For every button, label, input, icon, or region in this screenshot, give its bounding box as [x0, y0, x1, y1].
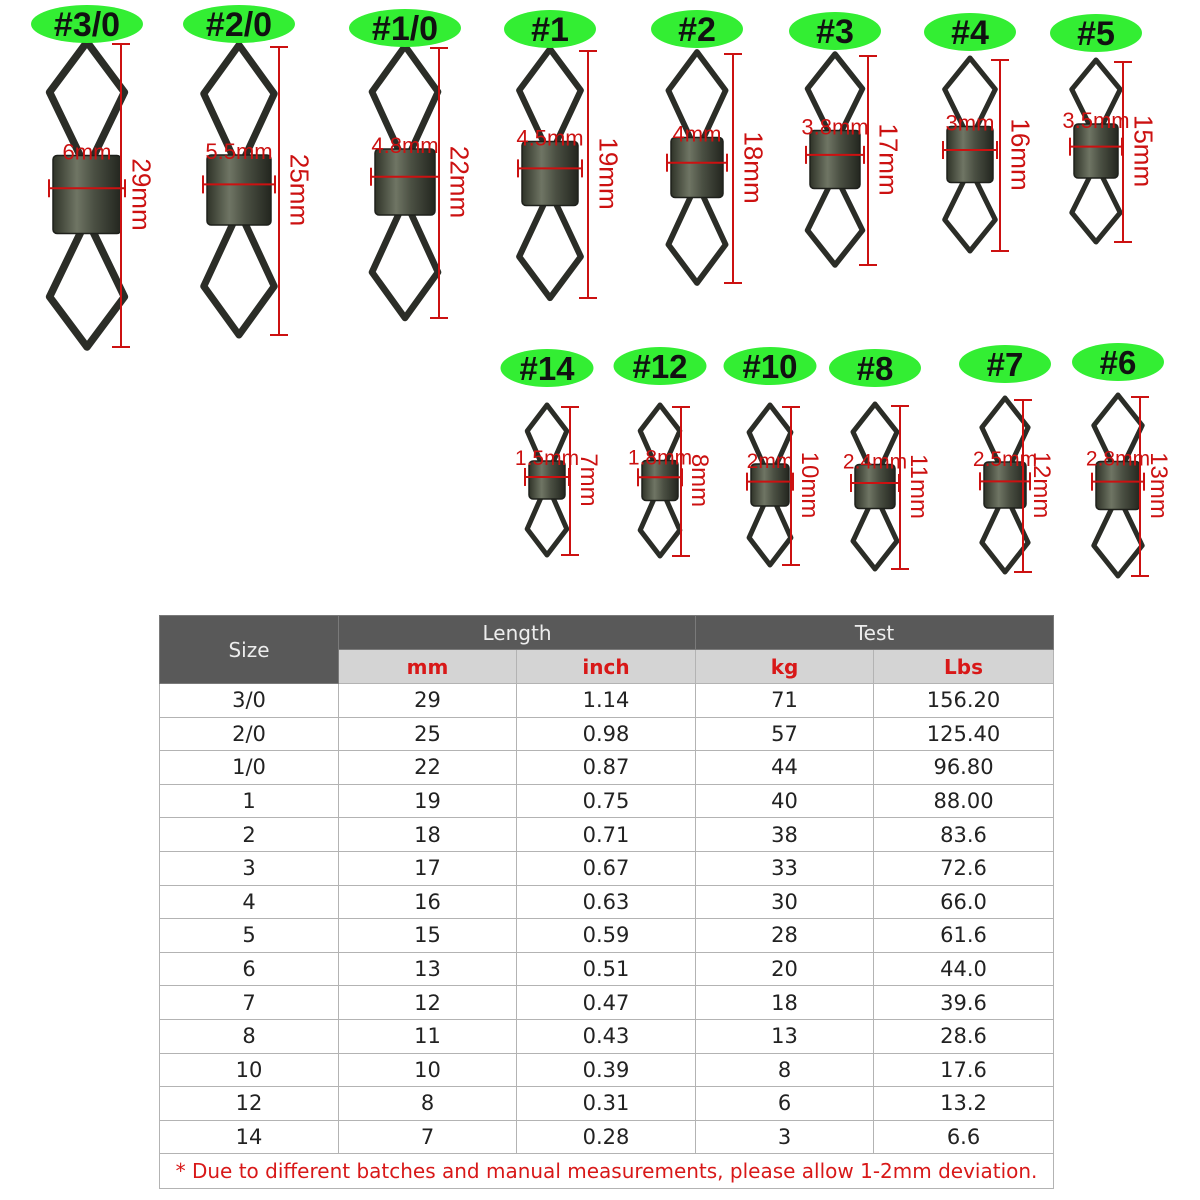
size-label: #2: [678, 11, 716, 50]
table-row: [160, 885, 1054, 919]
swivel-item: [829, 349, 932, 569]
size-label: #7: [986, 345, 1024, 383]
cell-kg: 57: [696, 717, 874, 751]
cell-kg: 40: [696, 784, 874, 818]
swivel-item: [651, 10, 769, 283]
cell-mm: 16: [339, 885, 517, 919]
swivel-bottom-eye: [519, 200, 581, 299]
diameter-label: 4.5mm: [516, 125, 584, 151]
cell-size: 5: [160, 919, 339, 953]
length-label: 18mm: [738, 131, 769, 204]
swivel-bottom-eye: [982, 502, 1028, 572]
cell-lbs: 66.0: [874, 885, 1054, 919]
diameter-label: 3.8mm: [801, 114, 869, 140]
swivel-item: [1050, 14, 1159, 242]
cell-lbs: 72.6: [874, 851, 1054, 885]
swivel-bottom-eye: [640, 495, 680, 557]
swivel-barrel: [671, 138, 723, 198]
cell-inch: 0.59: [517, 919, 696, 953]
cell-mm: 25: [339, 717, 517, 751]
table-row: [160, 1087, 1054, 1121]
cell-mm: 17: [339, 851, 517, 885]
cell-mm: 12: [339, 986, 517, 1020]
diameter-label: 1.5mm: [514, 447, 580, 470]
table-row: [160, 1053, 1054, 1087]
diameter-label: 2.4mm: [842, 450, 908, 474]
swivel-barrel: [53, 156, 121, 234]
cell-kg: 33: [696, 851, 874, 885]
swivel-barrel: [207, 155, 271, 225]
header-lbs: Lbs: [874, 650, 1054, 684]
diameter-label: 5.5mm: [205, 139, 273, 164]
size-label: #1: [531, 11, 569, 50]
swivel-bottom-eye: [527, 493, 567, 555]
cell-lbs: 88.00: [874, 784, 1054, 818]
swivel-bottom-eye: [945, 177, 996, 252]
cell-size: 1/0: [160, 751, 339, 785]
table-row: [160, 986, 1054, 1020]
header-mm: mm: [339, 650, 517, 684]
cell-size: 6: [160, 952, 339, 986]
swivel-item: [349, 9, 475, 318]
length-label: 22mm: [444, 145, 475, 219]
diameter-label: 3mm: [945, 110, 995, 136]
cell-mm: 8: [339, 1087, 517, 1121]
swivel-item: [924, 13, 1036, 251]
length-label: 29mm: [126, 158, 157, 231]
table-row: [160, 1019, 1054, 1053]
cell-lbs: 125.40: [874, 717, 1054, 751]
cell-size: 12: [160, 1087, 339, 1121]
swivel-item: [789, 12, 904, 265]
cell-kg: 71: [696, 684, 874, 718]
swivel-bottom-eye: [1094, 504, 1142, 577]
cell-mm: 29: [339, 684, 517, 718]
table-row: [160, 717, 1054, 751]
cell-mm: 15: [339, 919, 517, 953]
cell-lbs: 83.6: [874, 818, 1054, 852]
cell-mm: 7: [339, 1120, 517, 1154]
cell-inch: 0.39: [517, 1053, 696, 1087]
length-label: 8mm: [685, 453, 713, 508]
cell-kg: 28: [696, 919, 874, 953]
diameter-label: 2.8mm: [1085, 447, 1151, 471]
deviation-note: * Due to different batches and manual measurements, please allow 1-2mm deviation.: [160, 1154, 1054, 1189]
table-row: [160, 818, 1054, 852]
length-label: 10mm: [795, 451, 823, 519]
length-label: 13mm: [1144, 452, 1172, 519]
size-label: #4: [951, 14, 989, 53]
cell-lbs: 44.0: [874, 952, 1054, 986]
header-inch: inch: [517, 650, 696, 684]
table-row: [160, 1120, 1054, 1154]
swivel-bottom-eye: [668, 192, 725, 284]
cell-size: 14: [160, 1120, 339, 1154]
table-row: [160, 784, 1054, 818]
size-label: #12: [632, 347, 688, 385]
cell-size: 3/0: [160, 684, 339, 718]
size-spec-table: [159, 615, 1054, 1189]
cell-mm: 18: [339, 818, 517, 852]
cell-lbs: 156.20: [874, 684, 1054, 718]
swivel-bottom-eye: [50, 228, 125, 348]
cell-inch: 0.63: [517, 885, 696, 919]
length-label: 16mm: [1005, 118, 1036, 191]
cell-mm: 11: [339, 1019, 517, 1053]
swivel-barrel: [375, 149, 435, 215]
header-length: Length: [339, 616, 696, 650]
cell-mm: 10: [339, 1053, 517, 1087]
swivel-barrel: [522, 142, 578, 206]
cell-inch: 0.28: [517, 1120, 696, 1154]
cell-size: 1: [160, 784, 339, 818]
cell-size: 2/0: [160, 717, 339, 751]
cell-kg: 6: [696, 1087, 874, 1121]
cell-inch: 0.75: [517, 784, 696, 818]
length-label: 15mm: [1128, 114, 1159, 188]
cell-kg: 20: [696, 952, 874, 986]
cell-kg: 8: [696, 1053, 874, 1087]
length-label: 7mm: [574, 453, 602, 507]
cell-inch: 0.43: [517, 1019, 696, 1053]
cell-lbs: 96.80: [874, 751, 1054, 785]
cell-lbs: 61.6: [874, 919, 1054, 953]
cell-lbs: 39.6: [874, 986, 1054, 1020]
cell-inch: 0.47: [517, 986, 696, 1020]
table-row: [160, 919, 1054, 953]
diameter-label: 6mm: [62, 139, 112, 165]
cell-size: 4: [160, 885, 339, 919]
cell-inch: 0.71: [517, 818, 696, 852]
length-label: 17mm: [873, 123, 904, 196]
diameter-label: 2.5mm: [972, 448, 1038, 471]
cell-kg: 13: [696, 1019, 874, 1053]
size-label: #3: [816, 13, 854, 52]
diameter-label: 4mm: [672, 121, 722, 147]
swivel-bottom-eye: [372, 209, 438, 318]
size-label: #5: [1077, 15, 1115, 54]
swivel-bottom-eye: [808, 183, 863, 266]
swivel-item: [501, 349, 602, 555]
size-label: #6: [1099, 343, 1137, 381]
cell-size: 7: [160, 986, 339, 1020]
swivel-bottom-eye: [749, 500, 791, 565]
size-label: #8: [856, 349, 894, 387]
cell-kg: 3: [696, 1120, 874, 1154]
length-label: 12mm: [1027, 451, 1055, 519]
cell-size: 3: [160, 851, 339, 885]
table-row: [160, 751, 1054, 785]
cell-inch: 0.51: [517, 952, 696, 986]
size-label: #2/0: [205, 6, 273, 45]
swivel-item: [183, 5, 315, 335]
cell-lbs: 17.6: [874, 1053, 1054, 1087]
cell-inch: 0.98: [517, 717, 696, 751]
cell-size: 2: [160, 818, 339, 852]
swivel-item: [959, 345, 1055, 572]
table-row: [160, 952, 1054, 986]
cell-lbs: 13.2: [874, 1087, 1054, 1121]
length-label: 25mm: [284, 153, 315, 227]
table-row: [160, 684, 1054, 718]
swivel-item: [1072, 343, 1172, 576]
diameter-label: 4.8mm: [371, 133, 439, 158]
cell-size: 10: [160, 1053, 339, 1087]
swivel-bottom-eye: [204, 219, 274, 335]
cell-inch: 1.14: [517, 684, 696, 718]
cell-kg: 38: [696, 818, 874, 852]
size-label: #14: [519, 349, 575, 387]
header-test: Test: [696, 616, 1054, 650]
size-label: #10: [742, 347, 798, 385]
swivel-item: [614, 347, 713, 556]
header-kg: kg: [696, 650, 874, 684]
cell-mm: 13: [339, 952, 517, 986]
cell-lbs: 28.6: [874, 1019, 1054, 1053]
cell-kg: 30: [696, 885, 874, 919]
header-size: Size: [160, 616, 339, 684]
swivel-item: [724, 347, 823, 565]
size-label: #3/0: [53, 6, 121, 45]
swivel-bottom-eye: [853, 503, 897, 570]
cell-mm: 22: [339, 751, 517, 785]
cell-inch: 0.87: [517, 751, 696, 785]
cell-size: 8: [160, 1019, 339, 1053]
swivel-item: [504, 10, 624, 298]
table-row: [160, 851, 1054, 885]
size-label: #1/0: [371, 10, 439, 49]
length-label: 11mm: [904, 454, 932, 519]
swivel-bottom-eye: [1072, 172, 1120, 242]
cell-inch: 0.67: [517, 851, 696, 885]
diameter-label: 3.5mm: [1062, 108, 1130, 133]
cell-mm: 19: [339, 784, 517, 818]
cell-inch: 0.31: [517, 1087, 696, 1121]
swivel-item: [31, 5, 157, 347]
diameter-label: 2mm: [746, 450, 794, 473]
length-label: 19mm: [593, 137, 624, 210]
cell-lbs: 6.6: [874, 1120, 1054, 1154]
cell-kg: 18: [696, 986, 874, 1020]
diameter-label: 1.8mm: [627, 446, 693, 470]
cell-kg: 44: [696, 751, 874, 785]
